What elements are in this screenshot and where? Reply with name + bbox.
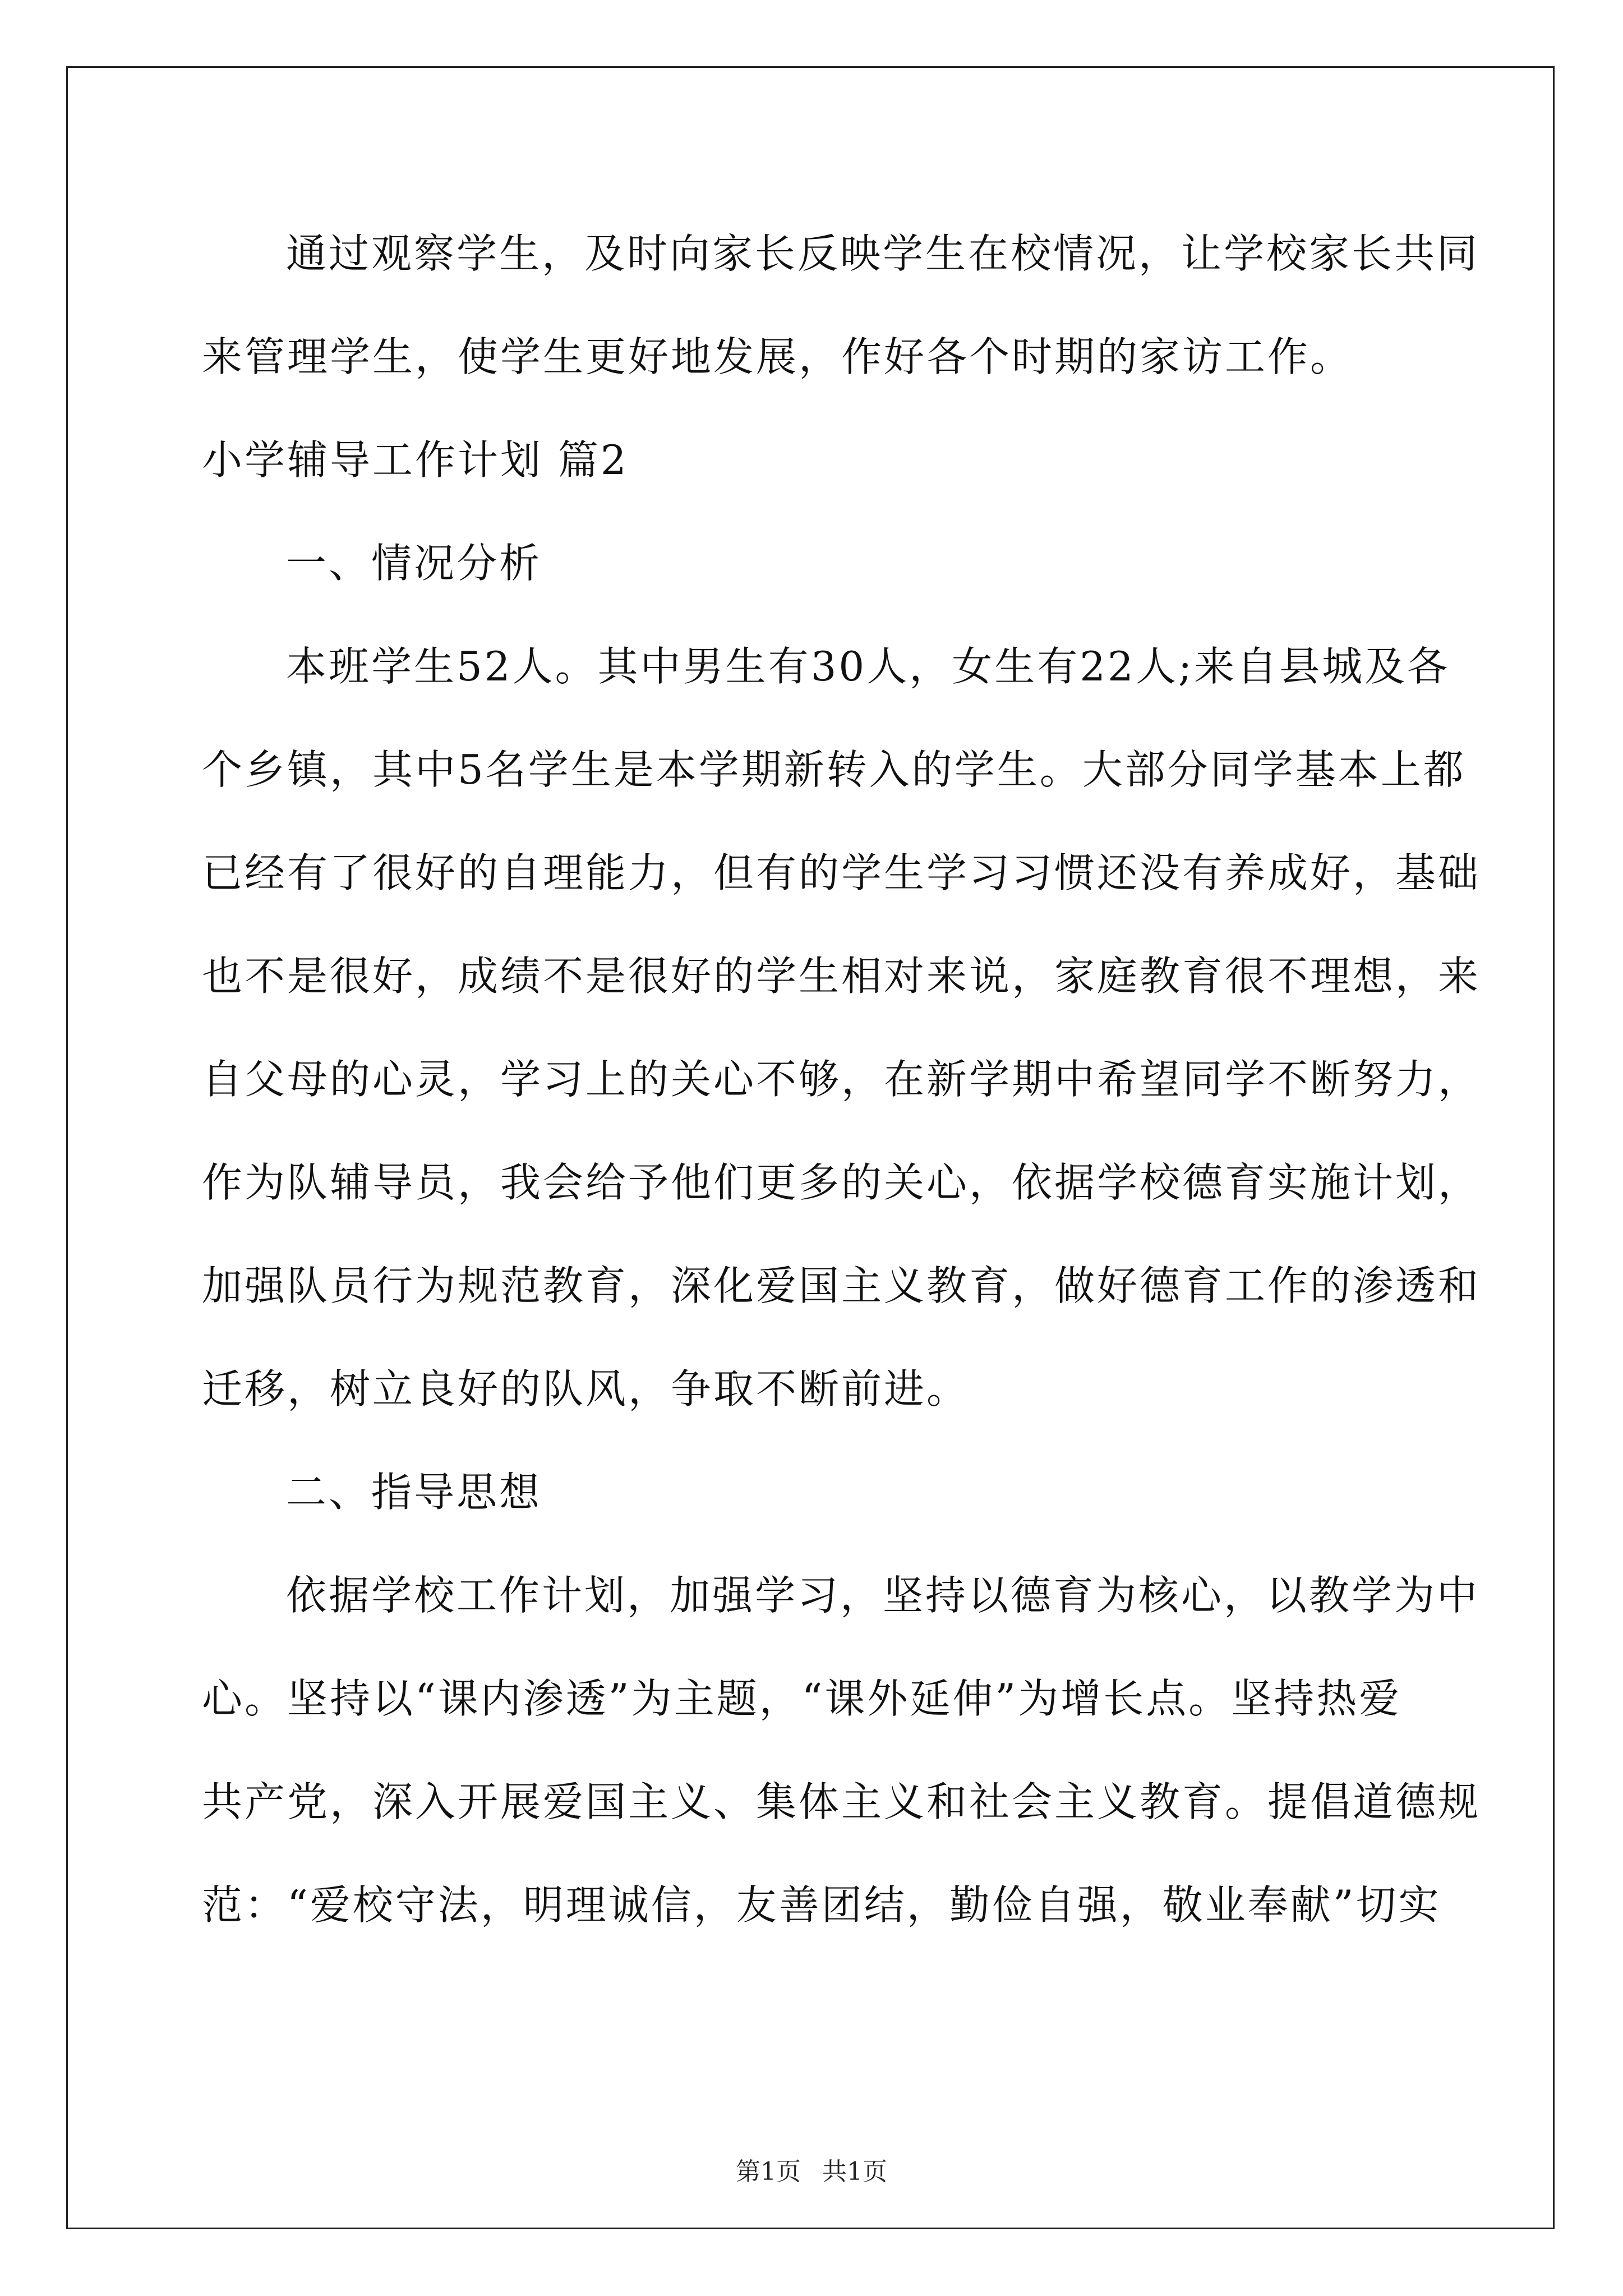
text-line: 加强队员行为规范教育，深化爱国主义教育，做好德育工作的渗透和 xyxy=(202,1262,1481,1309)
heading-guiding-ideology: 二、指导思想 xyxy=(286,1469,542,1516)
text-line: 自父母的心灵，学习上的关心不够，在新学期中希望同学不断努力， xyxy=(202,1056,1481,1103)
document-body xyxy=(202,202,1481,1957)
text-line: 共产党，深入开展爱国主义、集体主义和社会主义教育。提倡道德规 xyxy=(202,1778,1481,1825)
text-line: 通过观察学生，及时向家长反映学生在校情况，让学校家长共同 xyxy=(286,230,1480,277)
text-line: 作为队辅导员，我会给予他们更多的关心，依据学校德育实施计划， xyxy=(202,1159,1481,1206)
page-footer xyxy=(0,2151,1623,2187)
text-line: 个乡镇，其中5名学生是本学期新转入的学生。大部分同学基本上都 xyxy=(202,746,1466,793)
page-total: 共1页 xyxy=(822,2157,887,2186)
heading-situation-analysis: 一、情况分析 xyxy=(286,540,542,587)
text-line: 来管理学生，使学生更好地发展，作好各个时期的家访工作。 xyxy=(202,333,1353,380)
text-line: 本班学生52人。其中男生有30人，女生有22人;来自县城及各 xyxy=(286,643,1450,690)
text-line: 心。坚持以“课内渗透”为主题，“课外延伸”为增长点。坚持热爱 xyxy=(202,1675,1402,1722)
page-number: 第1页 xyxy=(736,2157,801,2186)
text-line: 也不是很好，成绩不是很好的学生相对来说，家庭教育很不理想，来 xyxy=(202,953,1481,1000)
text-line: 依据学校工作计划，加强学习，坚持以德育为核心，以教学为中 xyxy=(286,1572,1480,1619)
text-line: 迁移，树立良好的队风，争取不断前进。 xyxy=(202,1365,970,1412)
text-line: 已经有了很好的自理能力，但有的学生学习习惯还没有养成好，基础 xyxy=(202,849,1481,896)
text-line: 范：“爱校守法，明理诚信，友善团结，勤俭自强，敬业奉献”切实 xyxy=(202,1881,1441,1929)
section-title: 小学辅导工作计划 篇2 xyxy=(202,436,629,484)
